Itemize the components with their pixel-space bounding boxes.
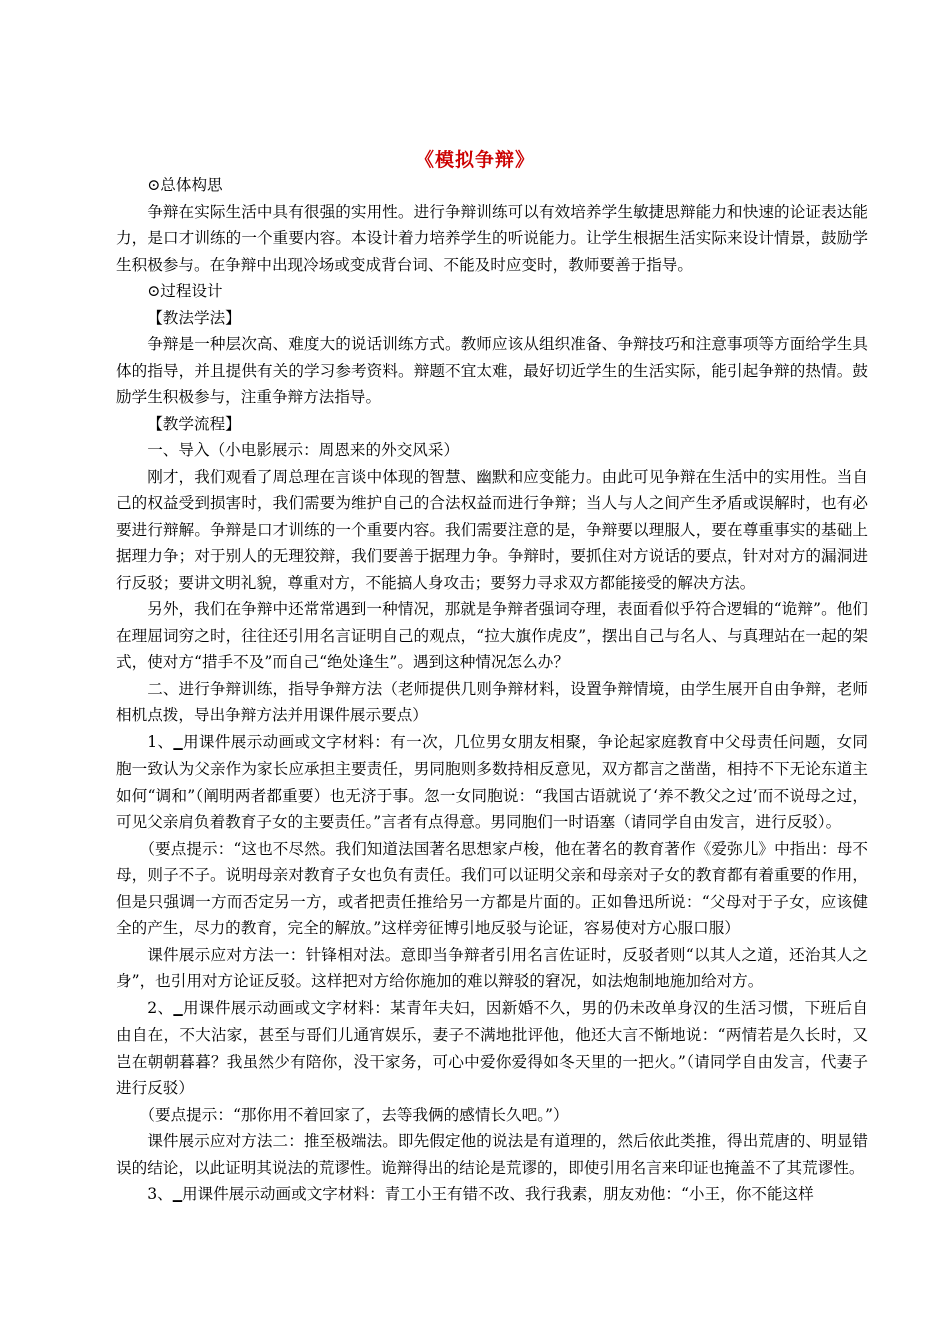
page-title: 《模拟争辩》 [414, 149, 535, 171]
item-number: 1、 [147, 732, 174, 751]
list-item-2 [116, 995, 868, 1102]
bullet-mark: ▁ [173, 735, 183, 750]
section-heading-process: ⊙过程设计 [147, 282, 223, 300]
step-intro-heading: 一、导入（小电影展示：周恩来的外交风采） [147, 441, 460, 459]
document-body [116, 172, 868, 1209]
item-text: 用课件展示动画或文字材料：某青年夫妇，因新婚不久，男的仍未改单身汉的生活习惯，下班后自由自在，不大沾家，甚至与哥们儿通宵娱乐，妻子不满地批评他，他还大言不惭地说：“两情若是久长时，又岂在朝朝暮暮？我虽然少有陪你，没干家务，可心中爱你爱得如冬天里的一把火。”（请同学自由发言，代妻子进行反驳） [116, 998, 868, 1097]
section-heading-overall: ⊙总体构思 [147, 176, 223, 194]
paragraph-intro: 刚才，我们观看了周总理在言谈中体现的智慧、幽默和应变能力。由此可见争辩在生活中的实用性。当自己的权益受到损害时，我们需要为维护自己的合法权益而进行争辩；当人与人之间产生矛盾或误解时，也有必要进行辩解。争辩是口才训练的一个重要内容。我们需要注意的是，争辩要以理服人，要在尊重事实的基础上据理力争；对于别人的无理狡辩，我们要善于据理力争。争辩时，要抓住对方说话的要点，针对对方的漏洞进行反驳；要讲文明礼貌，尊重对方，不能搞人身攻击；要努力寻求双方都能接受的解决方法。 [116, 467, 868, 592]
list-item-1 [116, 729, 868, 836]
section-heading-flow: 【教学流程】 [147, 414, 241, 433]
hint-1: （要点提示：“这也不尽然。我们知道法国著名思想家卢梭，他在著名的教育著作《爱弥儿》中指出：母不母，则子不子。说明母亲对教育子女也负有责任。我们可以证明父亲和母亲对子女的教育都有着重要的作用，但是只强调一方而否定另一方，或者把责任推给另一方都是片面的。正如鲁迅所说：“父母对于子女，应该健全的产生，尽力的教育，完全的解放。”这样旁征博引地反驳与论证，容易使对方心服口服） [116, 839, 868, 937]
paragraph-overall: 争辩在实际生活中具有很强的实用性。进行争辩训练可以有效培养学生敏捷思辩能力和快速的论证表达能力，是口才训练的一个重要内容。本设计着力培养学生的听说能力。让学生根据生活实际来设计情景，鼓励学生积极参与。在争辩中出现冷场或变成背台词、不能及时应变时，教师要善于指导。 [116, 202, 868, 274]
paragraph-sophistry: 另外，我们在争辩中还常常遇到一种情况，那就是争辩者强词夺理，表面看似乎符合逻辑的“诡辩”。他们在理屈词穷之时，往往还引用名言证明自己的观点，“拉大旗作虎皮”，摆出自己与名人、与真理站在一起的架式，使对方“措手不及”而自己“绝处逢生”。遇到这种情况怎么办？ [116, 600, 868, 671]
list-item-3 [116, 1181, 868, 1209]
method-2: 课件展示应对方法二：推至极端法。即先假定他的说法是有道理的，然后依此类推，得出荒唐的、明显错误的结论，以此证明其说法的荒谬性。诡辩得出的结论是荒谬的，即使引用名言来印证也掩盖不了其荒谬性。 [116, 1132, 868, 1177]
paragraph-method: 争辩是一种层次高、难度大的说话训练方式。教师应该从组织准备、争辩技巧和注意事项等方面给学生具体的指导，并且提供有关的学习参考资料。辩题不宜太难，最好切近学生的生活实际，能引起争辩的热情。鼓励学生积极参与，注重争辩方法指导。 [116, 335, 868, 406]
method-1: 课件展示应对方法一：针锋相对法。意即当争辩者引用名言佐证时，反驳者则“以其人之道，还治其人之身”，也引用对方论证反驳。这样把对方给你施加的难以辩驳的窘况，如法炮制地施加给对方。 [116, 945, 868, 990]
hint-2: （要点提示：“那你用不着回家了，去等我俩的感情长久吧。”） [139, 1105, 569, 1124]
item-text: 用课件展示动画或文字材料：有一次，几位男女朋友相聚，争论起家庭教育中父母责任问题，女同胞一致认为父亲作为家长应承担主要责任，男同胞则多数持相反意见，双方都言之凿凿，相持不下无论东道主如何“调和”（阐明两者都重要）也无济于事。忽一女同胞说：“我国古语就说了‘养不教父之过’而不说母之过，可见父亲肩负着教育子女的主要责任。”言者有点得意。男同胞们一时语塞（请同学自由发言，进行反驳）。 [116, 732, 868, 831]
paragraph-training: 二、进行争辩训练，指导争辩方法（老师提供几则争辩材料，设置争辩情境，由学生展开自由争辩，老师相机点拨，导出争辩方法并用课件展示要点） [116, 679, 868, 724]
bullet-mark: ▁ [172, 1188, 182, 1202]
item-number: 3、 [147, 1185, 173, 1203]
item-number: 2、 [147, 998, 174, 1017]
item-text: 用课件展示动画或文字材料：青工小王有错不改、我行我素，朋友劝他：“小王，你不能这样 [181, 1185, 814, 1203]
bullet-mark: ▁ [173, 1001, 183, 1016]
section-heading-method: 【教法学法】 [147, 308, 241, 327]
